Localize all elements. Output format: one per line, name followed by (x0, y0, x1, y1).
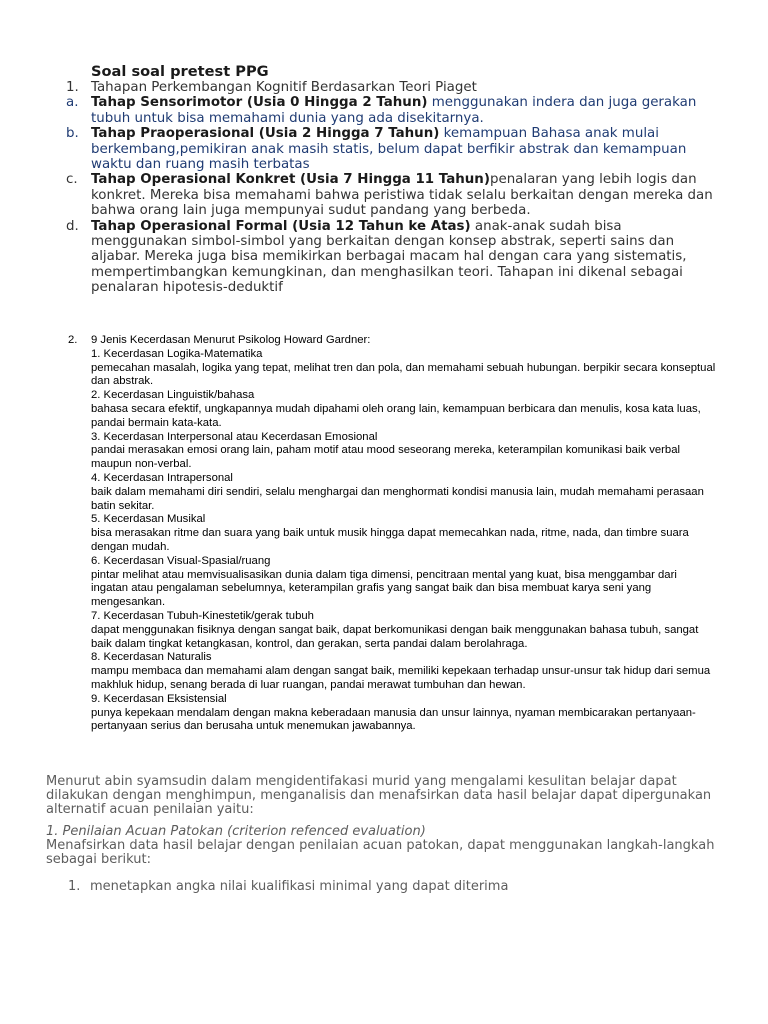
intelligence-name: 6. Kecerdasan Visual-Spasial/ruang (91, 554, 271, 567)
list-marker: d. (66, 218, 79, 234)
stage-desc: anak-anak sudah bisa menggunakan simbol-simbol yang berkaitan dengan konsep abstrak, seperti sains dan aljabar. Mereka juga bisa memikirkan berbagai macam hal dengan cara yang sistematis, mempertimbangkan kemungkinan, dan menghasilkan teori. Tahapan ini dikenal sebagai penalaran hipotesis-deduktif (91, 218, 687, 296)
intelligence-desc: dapat menggunakan fisiknya dengan sangat baik, dapat berkomunikasi dengan baik menggunakan bahasa tubuh, sangat baik dalam tingkat ketangkasan, kontrol, dan gerakan, serta pandai dalam berolahraga. (91, 623, 699, 650)
list-marker: 1. (68, 879, 81, 895)
stage-desc: penalaran yang lebih logis dan konkret. Mereka bisa memahami bahwa peristiwa tidak selalu berkaitan dengan mereka dan bahwa orang lain juga mempunyai sudut pandang yang berbeda. (91, 172, 713, 219)
stage-desc: menggunakan indera dan juga gerakan tubuh untuk bisa memahami dunia yang ada disekitarnya. (91, 95, 697, 126)
question-2 (66, 334, 716, 734)
list-item-text: menetapkan angka nilai kualifikasi minimal yang dapat diterima (90, 879, 509, 895)
stage-desc: kemampuan Bahasa anak mulai berkembang,pemikiran anak masih statis, belum dapat berfikir abstrak dan kemampuan waktu dan ruang masih terbatas (91, 126, 687, 173)
section-gardner (66, 334, 716, 734)
intelligence-desc: pandai merasakan emosi orang lain, paham motif atau mood seseorang mereka, keterampilan komunikasi baik verbal maupun non-verbal. (91, 444, 681, 471)
list-marker: b. (66, 126, 79, 142)
intelligence-desc: pemecahan masalah, logika yang tepat, melihat tren dan pola, dan memahami sebuah hubungan. berpikir secara konseptual dan abstrak. (91, 361, 716, 388)
section-piaget (66, 64, 716, 296)
question-1 (66, 80, 716, 95)
intelligence-name: 2. Kecerdasan Linguistik/bahasa (91, 389, 255, 402)
question-1-text: Tahapan Perkembangan Kognitif Berdasarkan Teori Piaget (91, 80, 477, 95)
intelligence-desc: mampu membaca dan memahami alam dengan sangat baik, memiliki kepekaan terhadap unsur-unsur tak hidup dari semua makhluk hidup, senang berada di luar ruangan, pandai merawat tumbuhan dan hewan. (91, 665, 711, 691)
list-marker: c. (66, 172, 78, 188)
intelligence-name: 5. Kecerdasan Musikal (91, 513, 206, 526)
stage-title: Tahap Operasional Formal (Usia 12 Tahun ke Atas) (91, 218, 471, 234)
question-2-intro: 9 Jenis Kecerdasan Menurut Psikolog Howard Gardner: (91, 334, 371, 346)
intelligence-name: 1. Kecerdasan Logika-Matematika (91, 347, 263, 360)
intelligence-name: 4. Kecerdasan Intrapersonal (91, 471, 233, 484)
stage-item-d (66, 219, 716, 296)
page-title: Soal soal pretest PPG (91, 63, 269, 80)
stage-item-a (66, 95, 716, 126)
list-marker: 1. (66, 80, 79, 95)
intelligence-name: 9. Kecerdasan Eksistensial (91, 692, 227, 705)
paragraph: Menafsirkan data hasil belajar dengan penilaian acuan patokan, dapat menggunakan langkah-langkah sebagai berikut: (46, 837, 715, 868)
stage-title: Tahap Operasional Konkret (Usia 7 Hingga 11 Tahun) (91, 172, 490, 188)
intelligence-desc: bisa merasakan ritme dan suara yang baik untuk musik hingga dapat memecahkan nada, ritme, nada, dan timbre suara dengan mudah. (91, 527, 689, 553)
intelligence-desc: baik dalam memahami diri sendiri, selalu menghargai dan menghormati kondisi manusia lain, mudah memahami perasaan batin sekitar. (91, 485, 704, 512)
intelligence-desc: punya kepekaan mendalam dengan makna keberadaan manusia dan unsur lainnya, nyaman membicarakan pertanyaan-pertanyaan serius dan berusaha untuk menemukan jawabannya. (91, 706, 696, 733)
intelligence-name: 3. Kecerdasan Interpersonal atau Kecerdasan Emosional (91, 430, 378, 443)
list-item (46, 880, 716, 894)
intelligence-name: 8. Kecerdasan Naturalis (91, 651, 212, 664)
intelligence-desc: pintar melihat atau memvisualisasikan dunia dalam tiga dimensi, pencitraan mental yang kuat, bisa menggambar dari ingatan atau pengalaman sebelumnya, keterampilan grafis yang sangat baik dan bisa membuat karya seni yang mengesankan. (91, 568, 677, 609)
intelligence-desc: bahasa secara efektif, ungkapannya mudah dipahami oleh orang lain, kemampuan berbicara dan menulis, kosa kata luas, pandai bermain kata-kata. (91, 402, 701, 429)
stage-item-b (66, 126, 716, 172)
stage-title: Tahap Sensorimotor (Usia 0 Hingga 2 Tahun) (91, 95, 428, 111)
list-marker: a. (66, 95, 79, 111)
subheading: 1. Penilaian Acuan Patokan (criterion refenced evaluation) (46, 823, 426, 839)
stage-item-c (66, 172, 716, 218)
stage-title: Tahap Praoperasional (Usia 2 Hingga 7 Tahun) (91, 126, 440, 142)
paragraph: Menurut abin syamsudin dalam mengidentifakasi murid yang mengalami kesulitan belajar dapat dilakukan dengan menghimpun, menganalisis dan menafsirkan data hasil belajar dapat dipergunakan alternatif acuan penilaian yaitu: (46, 774, 712, 818)
section-assessment (46, 775, 716, 894)
intelligence-name: 7. Kecerdasan Tubuh-Kinestetik/gerak tubuh (91, 609, 314, 622)
list-marker: 2. (68, 334, 78, 346)
